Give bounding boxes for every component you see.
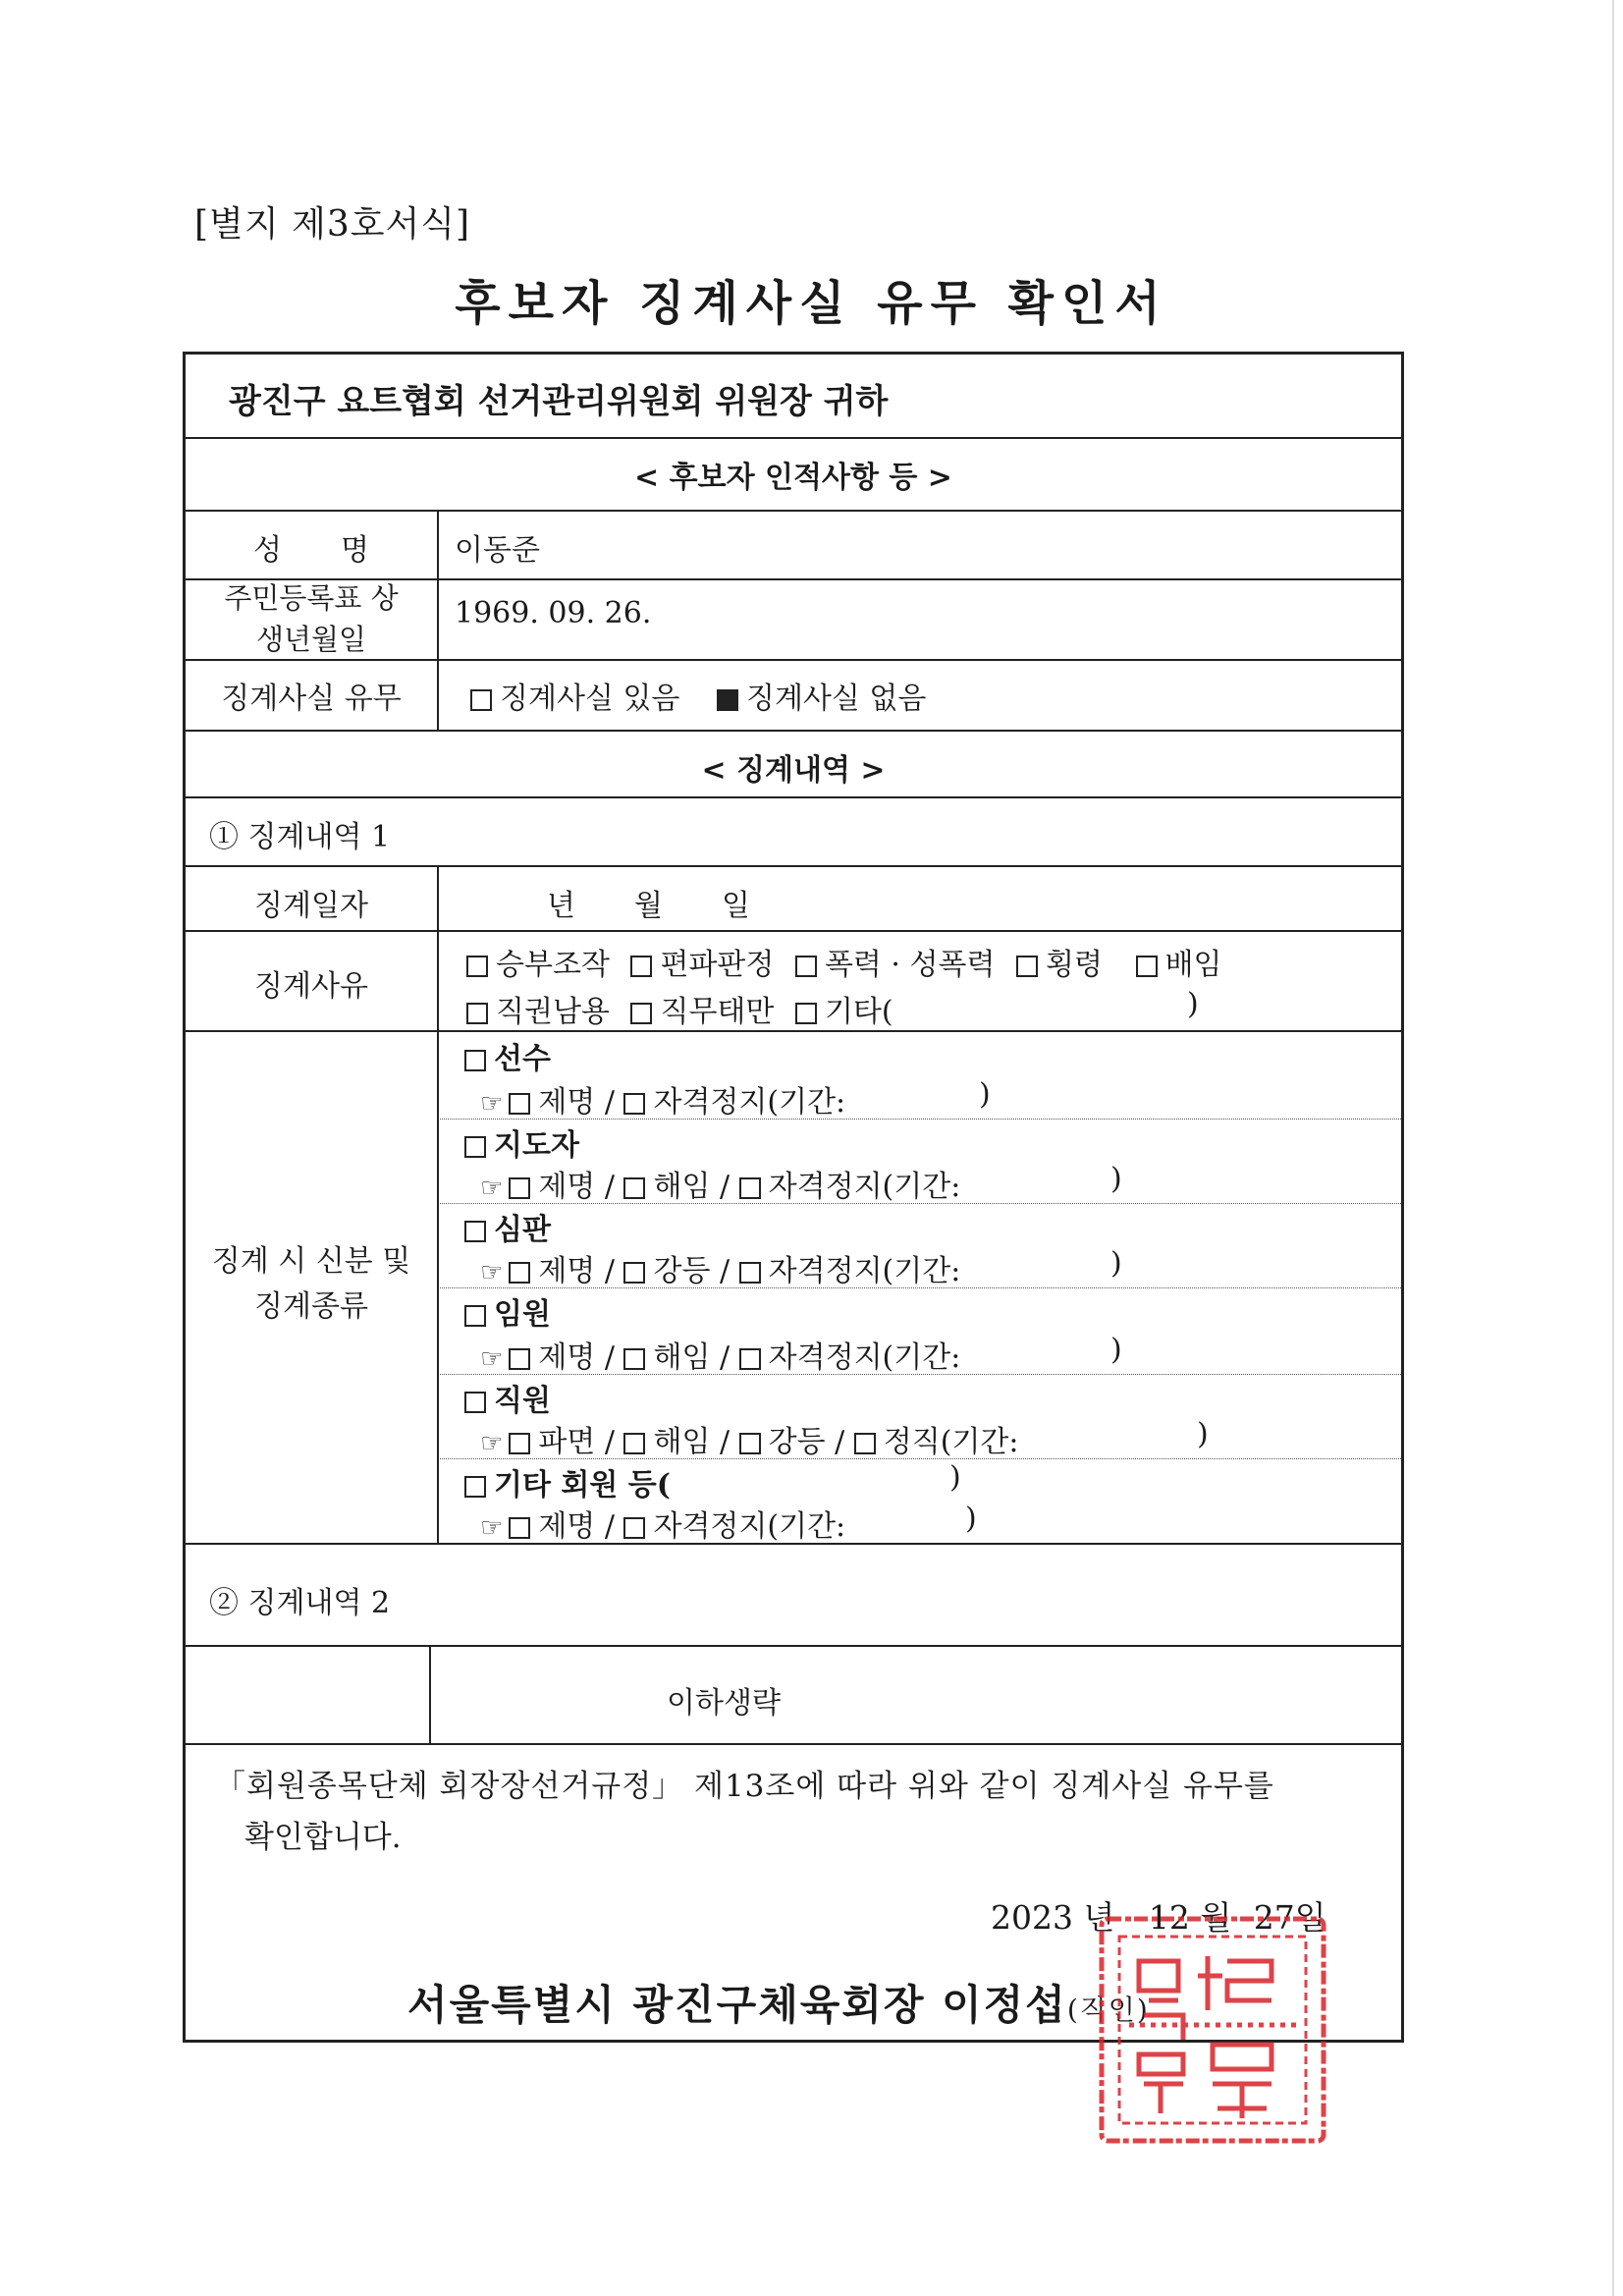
checkbox-option[interactable]: [623, 1093, 645, 1115]
reason-option: 직무태만: [660, 995, 775, 1029]
pointing-hand-icon: ☞: [480, 1089, 504, 1119]
checkbox-category[interactable]: [464, 1305, 486, 1327]
option-label: 제명: [538, 1085, 596, 1120]
issue-month: 12: [1148, 1898, 1190, 1937]
birth-value: 1969. 09. 26.: [455, 596, 652, 630]
option-label: 자격정지(기간:: [768, 1340, 961, 1375]
document-title: 후보자 징계사실 유무 확인서: [455, 276, 1168, 331]
checkbox-category[interactable]: [464, 1392, 486, 1413]
option-label: 제명: [538, 1254, 596, 1288]
category-player-close: ): [979, 1077, 991, 1112]
checkbox-option[interactable]: [623, 1517, 645, 1539]
option-label: 정직(기간:: [883, 1425, 1019, 1459]
category-staff: [464, 1376, 551, 1419]
name-label: 성 명: [253, 533, 369, 568]
checkbox-option[interactable]: [739, 1262, 761, 1284]
birth-label-line2: 생년월일: [255, 623, 367, 656]
category-other-member: [464, 1460, 671, 1503]
signer-name: 서울특별시 광진구체육회장 이정섭: [407, 1981, 1067, 2029]
category-other-options-close: ): [965, 1502, 977, 1536]
pointing-hand-icon: ☞: [480, 1174, 504, 1203]
checkbox-reason[interactable]: [795, 956, 817, 977]
issue-year: 2023: [991, 1898, 1073, 1937]
omitted-note: 이하생략: [667, 1686, 781, 1721]
checkbox-option[interactable]: [623, 1177, 645, 1199]
checkbox-option[interactable]: [854, 1433, 876, 1454]
date-value: 년 월 일: [547, 889, 750, 923]
checkbox-option[interactable]: [739, 1433, 761, 1454]
pointing-hand-icon: ☞: [480, 1344, 504, 1374]
category-other-options: ☞ 제명 / 자격정지(기간:: [480, 1509, 846, 1544]
category-name: 임원: [494, 1297, 551, 1332]
checkbox-option[interactable]: [509, 1262, 530, 1284]
category-staff-close: ): [1197, 1417, 1209, 1451]
official-seal-stamp: [1090, 1907, 1335, 2153]
checkbox-category[interactable]: [464, 1221, 486, 1242]
category-coach: [464, 1121, 579, 1164]
option-label: 자격정지(기간:: [768, 1254, 961, 1288]
option-label: 해임: [653, 1170, 711, 1204]
category-other-close: ): [949, 1460, 961, 1495]
reason-option: 승부조작: [496, 948, 610, 982]
issue-day: 27일: [1253, 1898, 1326, 1937]
checkbox-option[interactable]: [623, 1348, 645, 1370]
reason-option: 직권남용: [496, 995, 610, 1029]
category-name: 직원: [494, 1384, 551, 1418]
category-name: 기타 회원 등(: [494, 1468, 671, 1503]
option-label: 제명: [538, 1170, 596, 1204]
checkbox-option[interactable]: [623, 1433, 645, 1454]
reason-option: 편파판정: [660, 948, 775, 982]
form-label: [별지 제3호서식]: [194, 204, 471, 245]
reason-row2: [466, 987, 893, 1030]
checkbox-option[interactable]: [739, 1177, 761, 1199]
pointing-hand-icon: ☞: [480, 1429, 504, 1458]
category-referee: [464, 1205, 551, 1248]
category-officer-options: ☞ 제명 / 해임 / 자격정지(기간:: [480, 1340, 961, 1375]
category-name: 지도자: [494, 1128, 579, 1163]
page-edge: [1612, 0, 1614, 2296]
seal-mark: (직인): [1066, 1994, 1150, 2026]
checkbox-reason[interactable]: [1016, 956, 1038, 977]
category-name: 선수: [494, 1042, 551, 1076]
confirm-statement-line2: 확인합니다.: [244, 1820, 402, 1855]
category-coach-options: ☞ 제명 / 해임 / 자격정지(기간:: [480, 1170, 961, 1204]
category-coach-close: ): [1110, 1162, 1122, 1196]
option-label: 강등: [768, 1425, 826, 1459]
category-staff-options: ☞ 파면 / 해임 / 강등 / 정직(기간:: [480, 1425, 1019, 1459]
status-label-line2: 징계종류: [254, 1289, 368, 1324]
checkbox-option[interactable]: [509, 1517, 530, 1539]
reason-option: 폭력 · 성폭력: [824, 948, 996, 982]
category-name: 심판: [494, 1213, 551, 1247]
form-frame: [183, 352, 1404, 2043]
option-label: 해임: [653, 1340, 711, 1375]
issue-year-unit: 년: [1083, 1898, 1115, 1937]
option-label: 강등: [653, 1254, 711, 1288]
signer: [407, 1973, 1150, 2032]
checkbox-option[interactable]: [623, 1262, 645, 1284]
checkbox-reason[interactable]: [630, 1003, 652, 1024]
pointing-hand-icon: ☞: [480, 1513, 504, 1543]
option-none: 징계사실 없음: [745, 682, 927, 716]
history1-title: ① 징계내역 1: [209, 820, 391, 854]
reason-option: 배임: [1164, 948, 1222, 982]
category-player-options: ☞ 제명 / 자격정지(기간:: [480, 1085, 846, 1120]
checkbox-option[interactable]: [509, 1348, 530, 1370]
history2-title: ② 징계내역 2: [209, 1586, 391, 1620]
checkbox-reason[interactable]: [630, 956, 652, 977]
checkbox-reason[interactable]: [466, 1003, 488, 1024]
date-label: 징계일자: [254, 889, 368, 923]
checkbox-reason[interactable]: [1136, 956, 1158, 977]
option-label: 파면: [538, 1425, 596, 1459]
category-referee-options: ☞ 제명 / 강등 / 자격정지(기간:: [480, 1254, 961, 1288]
section-history-heading: < 징계내역 >: [701, 753, 886, 788]
checkbox-category[interactable]: [464, 1476, 486, 1498]
checkbox-option[interactable]: [509, 1177, 530, 1199]
checkbox-option[interactable]: [509, 1093, 530, 1115]
reason-row1: [466, 940, 1221, 983]
checkbox-none-checked[interactable]: [717, 689, 738, 711]
reason-label: 징계사유: [254, 969, 368, 1004]
category-officer-close: ): [1110, 1333, 1122, 1367]
pointing-hand-icon: ☞: [480, 1258, 504, 1287]
issue-month-unit: 월: [1200, 1898, 1232, 1937]
category-referee-close: ): [1110, 1246, 1122, 1281]
disc-exist-options: [470, 674, 926, 717]
checkbox-reason[interactable]: [466, 956, 488, 977]
option-label: 제명: [538, 1340, 596, 1375]
birth-label-line1: 주민등록표 상: [224, 581, 399, 615]
option-label: 제명: [538, 1509, 596, 1544]
option-exist: 징계사실 있음: [500, 682, 680, 716]
disc-exist-label: 징계사실 유무: [221, 682, 402, 716]
checkbox-option[interactable]: [509, 1433, 530, 1454]
checkbox-category[interactable]: [464, 1136, 486, 1158]
status-label-line1: 징계 시 신분 및: [211, 1244, 411, 1279]
option-label: 해임: [653, 1425, 711, 1459]
checkbox-category[interactable]: [464, 1050, 486, 1071]
reason-close: ): [1187, 987, 1199, 1021]
reason-option: 횡령: [1046, 948, 1103, 982]
confirm-statement-line1: 「회원종목단체 회장장선거규정」 제13조에 따라 위와 같이 징계사실 유무를: [215, 1769, 1274, 1804]
option-label: 자격정지(기간:: [653, 1085, 846, 1120]
category-officer: [464, 1289, 551, 1333]
checkbox-exist[interactable]: [470, 689, 492, 711]
name-value: 이동준: [455, 533, 540, 568]
checkbox-reason[interactable]: [795, 1003, 817, 1024]
option-label: 자격정지(기간:: [653, 1509, 846, 1544]
addressee: 광진구 요트협회 선거관리위원회 위원장 귀하: [229, 382, 889, 421]
category-player: [464, 1034, 551, 1077]
option-label: 자격정지(기간:: [768, 1170, 961, 1204]
section-candidate-heading: < 후보자 인적사항 등 >: [634, 461, 952, 495]
reason-option: 기타(: [824, 995, 893, 1029]
checkbox-option[interactable]: [739, 1348, 761, 1370]
